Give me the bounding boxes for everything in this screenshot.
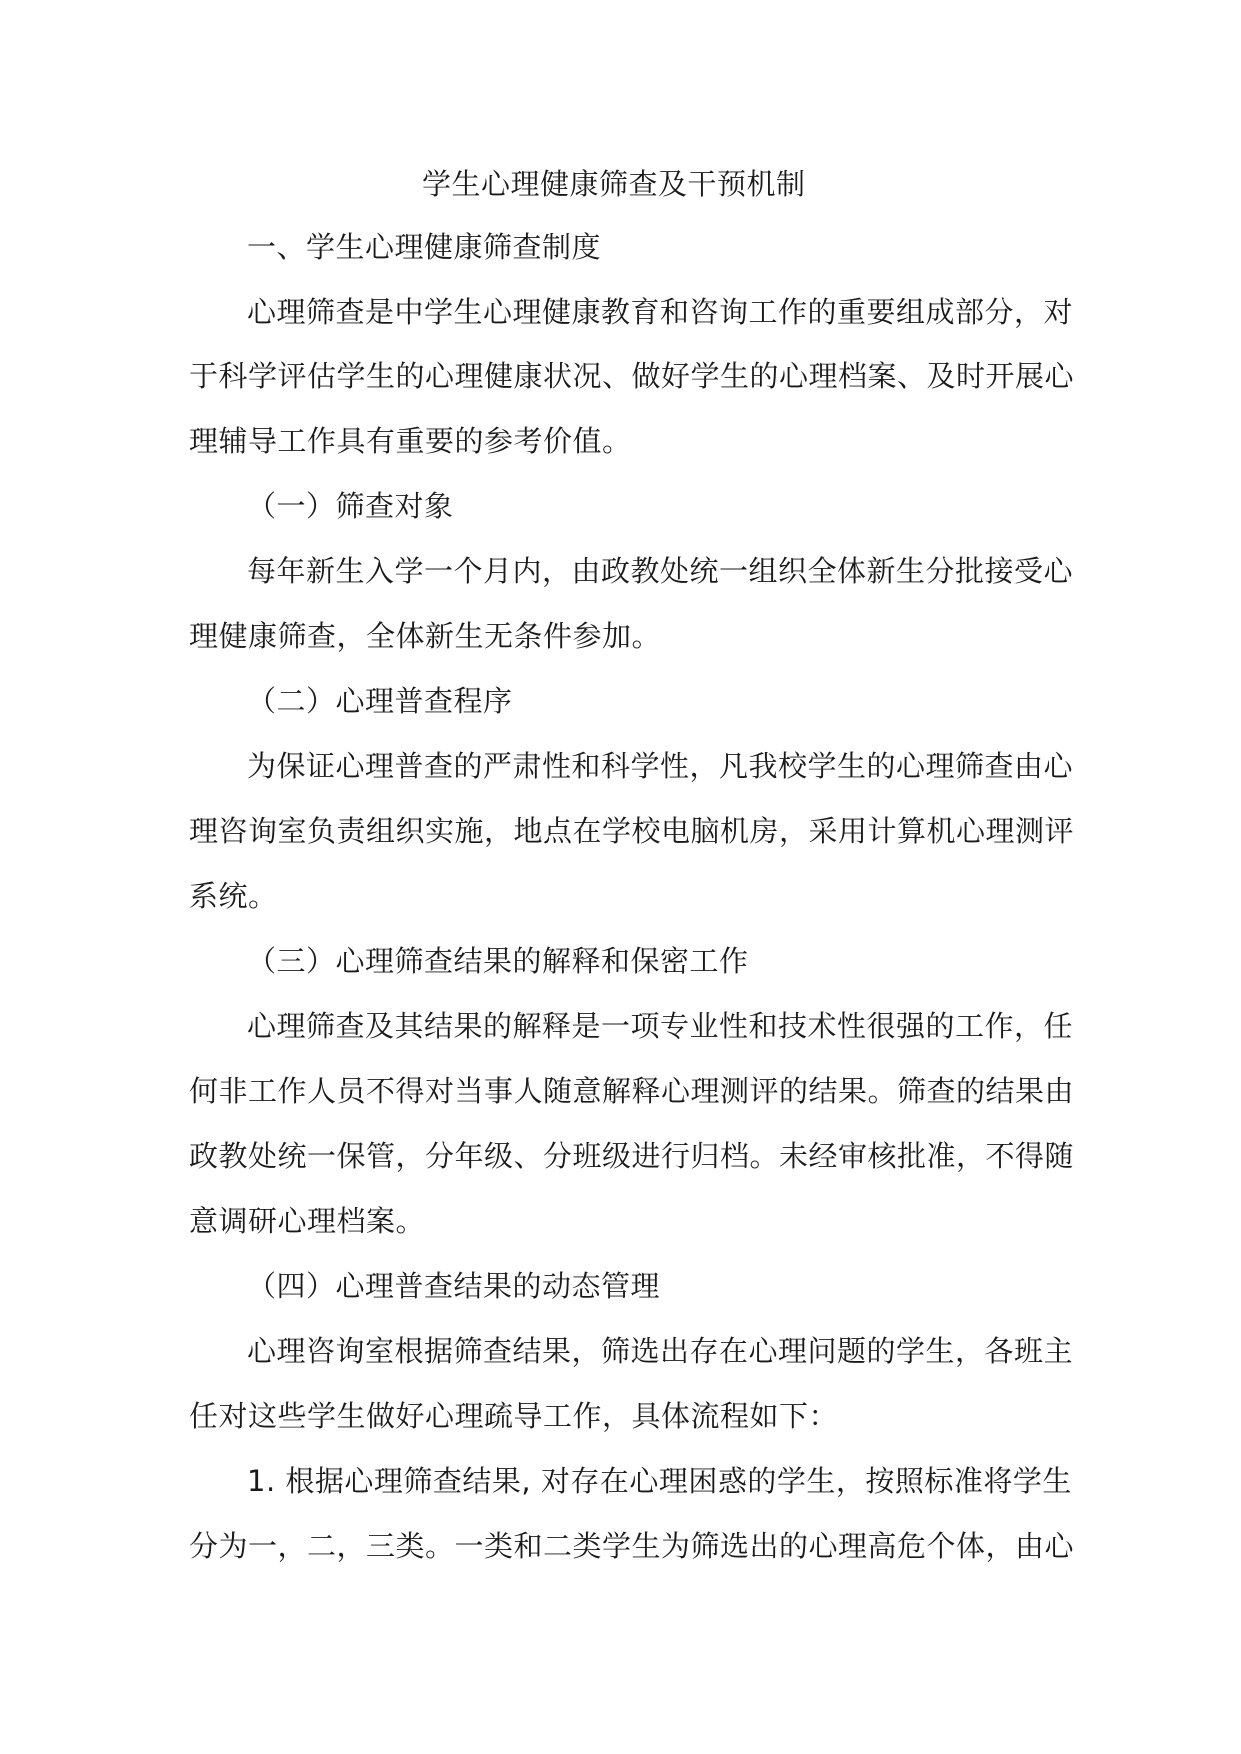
paragraph-line: 于科学评估学生的心理健康状况、做好学生的心理档案、及时开展心	[189, 359, 1075, 393]
paragraph-line: 每年新生入学一个月内，由政教处统一组织全体新生分批接受心	[247, 554, 1074, 588]
paragraph-line: 心理筛查及其结果的解释是一项专业性和技术性很强的工作，任	[247, 1009, 1074, 1043]
subsection-heading-2: （二）心理普查程序	[247, 684, 513, 718]
paragraph-line: 理辅导工作具有重要的参考价值。	[189, 424, 632, 458]
paragraph-line: 理健康筛查，全体新生无条件参加。	[189, 619, 662, 653]
subsection-heading-4: （四）心理普查结果的动态管理	[247, 1269, 661, 1303]
paragraph-line: 意调研心理档案。	[189, 1204, 426, 1238]
subsection-heading-3: （三）心理筛查结果的解释和保密工作	[247, 944, 749, 978]
paragraph-line: 政教处统一保管，分年级、分班级进行归档。未经审核批准，不得随	[189, 1139, 1075, 1173]
paragraph-line: 心理筛查是中学生心理健康教育和咨询工作的重要组成部分，对	[247, 295, 1074, 329]
subsection-heading-1: （一）筛查对象	[247, 489, 454, 523]
paragraph-line: 任对这些学生做好心理疏导工作，具体流程如下：	[189, 1399, 839, 1433]
paragraph-line: 理咨询室负责组织实施，地点在学校电脑机房，采用计算机心理测评	[189, 814, 1075, 848]
paragraph-line: 系统。	[189, 879, 278, 913]
paragraph-line: 何非工作人员不得对当事人随意解释心理测评的结果。筛查的结果由	[189, 1074, 1075, 1108]
paragraph-line: 1. 根据心理筛查结果, 对存在心理困惑的学生，按照标准将学生	[247, 1464, 1072, 1498]
document-title: 学生心理健康筛查及干预机制	[422, 167, 806, 201]
paragraph-line: 分为一，二，三类。一类和二类学生为筛选出的心理高危个体，由心	[189, 1529, 1075, 1563]
section-heading-1: 一、学生心理健康筛查制度	[247, 230, 602, 264]
paragraph-line: 心理咨询室根据筛查结果，筛选出存在心理问题的学生，各班主	[247, 1334, 1074, 1368]
paragraph-line: 为保证心理普查的严肃性和科学性，凡我校学生的心理筛查由心	[247, 749, 1074, 783]
